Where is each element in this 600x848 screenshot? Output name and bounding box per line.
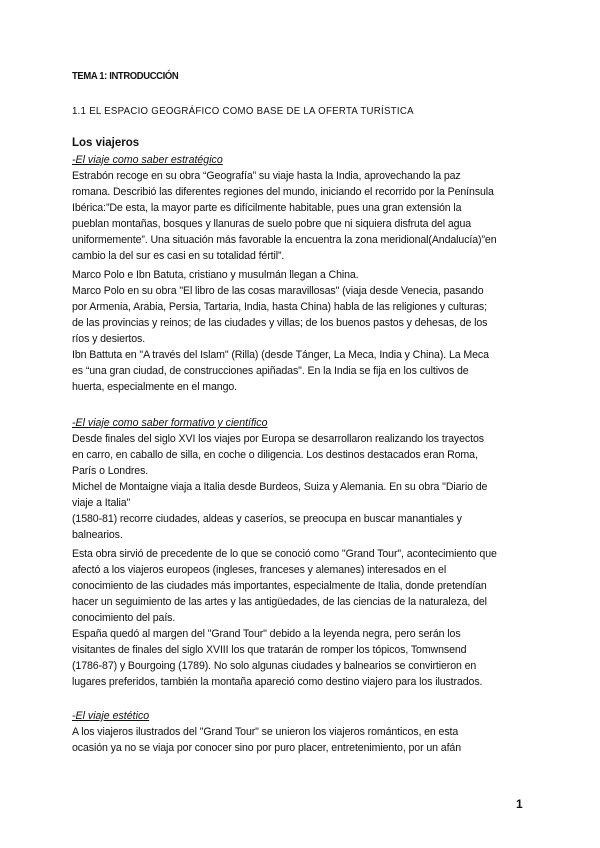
text-line: Ibn Battuta en "A través del Islam" (Rilla) (desde Tánger, La Meca, India y China). La Meca	[72, 349, 489, 361]
text-line: balnearios.	[72, 529, 123, 541]
text-line: cambio la del sur es casi en su totalidad fértil”.	[72, 250, 285, 262]
text-line: Marco Polo e Ibn Batuta, cristiano y musulmán llegan a China.	[72, 269, 359, 281]
text-line: viaje a Italia"	[72, 497, 131, 509]
text-line: huerta, especialmente en el mango.	[72, 381, 238, 393]
section-subheading: -El viaje como saber estratégico	[72, 154, 223, 166]
text-line: España quedó al margen del "Grand Tour" debido a la leyenda negra, pero serán los	[72, 628, 461, 640]
text-line: conocimiento de las ciudades más importantes, especialmente de Italia, donde pretendían	[72, 580, 487, 592]
text-line: visitantes de finales del siglo XVIII los que tratarán de romper los tópicos, Tomwnsend	[72, 644, 467, 656]
paragraph	[72, 546, 532, 690]
text-line: romana. Describió las diferentes regiones del mundo, iniciando el recorrido por la Península	[72, 186, 494, 198]
section-strategic	[72, 153, 532, 264]
section-aesthetic	[72, 709, 532, 756]
text-line: Desde finales del siglo XVI los viajes por Europa se desarrollaron realizando los trayectos	[72, 433, 484, 445]
text-line: ríos y desiertos.	[72, 333, 146, 345]
text-line: (1786-87) y Bourgoing (1789). No solo algunas ciudades y balnearios se convirtieron en	[72, 660, 477, 672]
text-line: pueblan montañas, bosques y llanuras de suelo pobre que ni siquiera disfruta del agua	[72, 218, 472, 230]
text-line: A los viajeros ilustrados del "Grand Tour" se unieron los viajeros románticos, en esta	[72, 726, 459, 738]
section-subheading: -El viaje estético	[72, 710, 150, 722]
paragraph	[72, 168, 532, 264]
text-line: ocasión ya no se viaja por conocer sino por puro placer, entretenimiento, por un afán	[72, 742, 462, 754]
text-line: Estrabón recoge en su obra “Geografía” su viaje hasta la India, aprovechando la paz	[72, 170, 461, 182]
paragraph	[72, 267, 532, 395]
section-subheading: -El viaje como saber formativo y científico	[72, 417, 268, 429]
text-line: Ibérica:”De esta, la mayor parte es difícilmente habitable, pues una gran extensión la	[72, 202, 462, 214]
text-line: es “una gran ciudad, de construcciones apiñadas". En la India se fija en los cultivos de	[72, 365, 469, 377]
text-line: Esta obra sirvió de precedente de lo que se conoció como "Grand Tour", acontecimiento que	[72, 548, 497, 560]
section-subtitle: 1.1 EL ESPACIO GEOGRÁFICO COMO BASE DE LA OFERTA TURÍSTICA	[72, 105, 414, 117]
text-line: Michel de Montaigne viaja a Italia desde Burdeos, Suiza y Alemania. En su obra "Diario de	[72, 481, 488, 493]
text-line: en carro, en caballo de silla, en coche o diligencia. Los destinos destacados eran Roma,	[72, 449, 478, 461]
document-title: TEMA 1: INTRODUCCIÓN	[72, 70, 179, 82]
text-line: de las provincias y reinos; de las ciudades y villas; de los buenos pastos y dehesas, de los	[72, 317, 488, 329]
text-line: conocimiento del país.	[72, 612, 176, 624]
text-line: (1580-81) recorre ciudades, aldeas y caseríos, se preocupa en buscar manantiales y	[72, 513, 462, 525]
text-line: hacer un seguimiento de las artes y las antigüedades, de las ciencias de la naturaleza, del	[72, 596, 487, 608]
text-line: Marco Polo en su obra "El libro de las cosas maravillosas" (viaja desde Venecia, pasando	[72, 285, 484, 297]
heading-los-viajeros: Los viajeros	[72, 137, 140, 149]
text-line: uniformemente”. Una situación más favorable la encuentra la zona meridional(Andalucía)”en	[72, 234, 497, 246]
section-formative	[72, 416, 532, 543]
text-line: por Armenia, Arabia, Persia, Tartaria, India, hasta China) habla de las religiones y culturas;	[72, 301, 487, 313]
paragraph	[72, 724, 532, 756]
text-line: París o Londres.	[72, 465, 149, 477]
page-number: 1	[516, 797, 523, 811]
text-line: lugares preferidos, también la montaña apareció como destino viajero para los ilustrados.	[72, 676, 483, 688]
paragraph	[72, 431, 532, 543]
text-line: afectó a los viajeros europeos (ingleses, franceses y alemanes) interesados en el	[72, 564, 447, 576]
